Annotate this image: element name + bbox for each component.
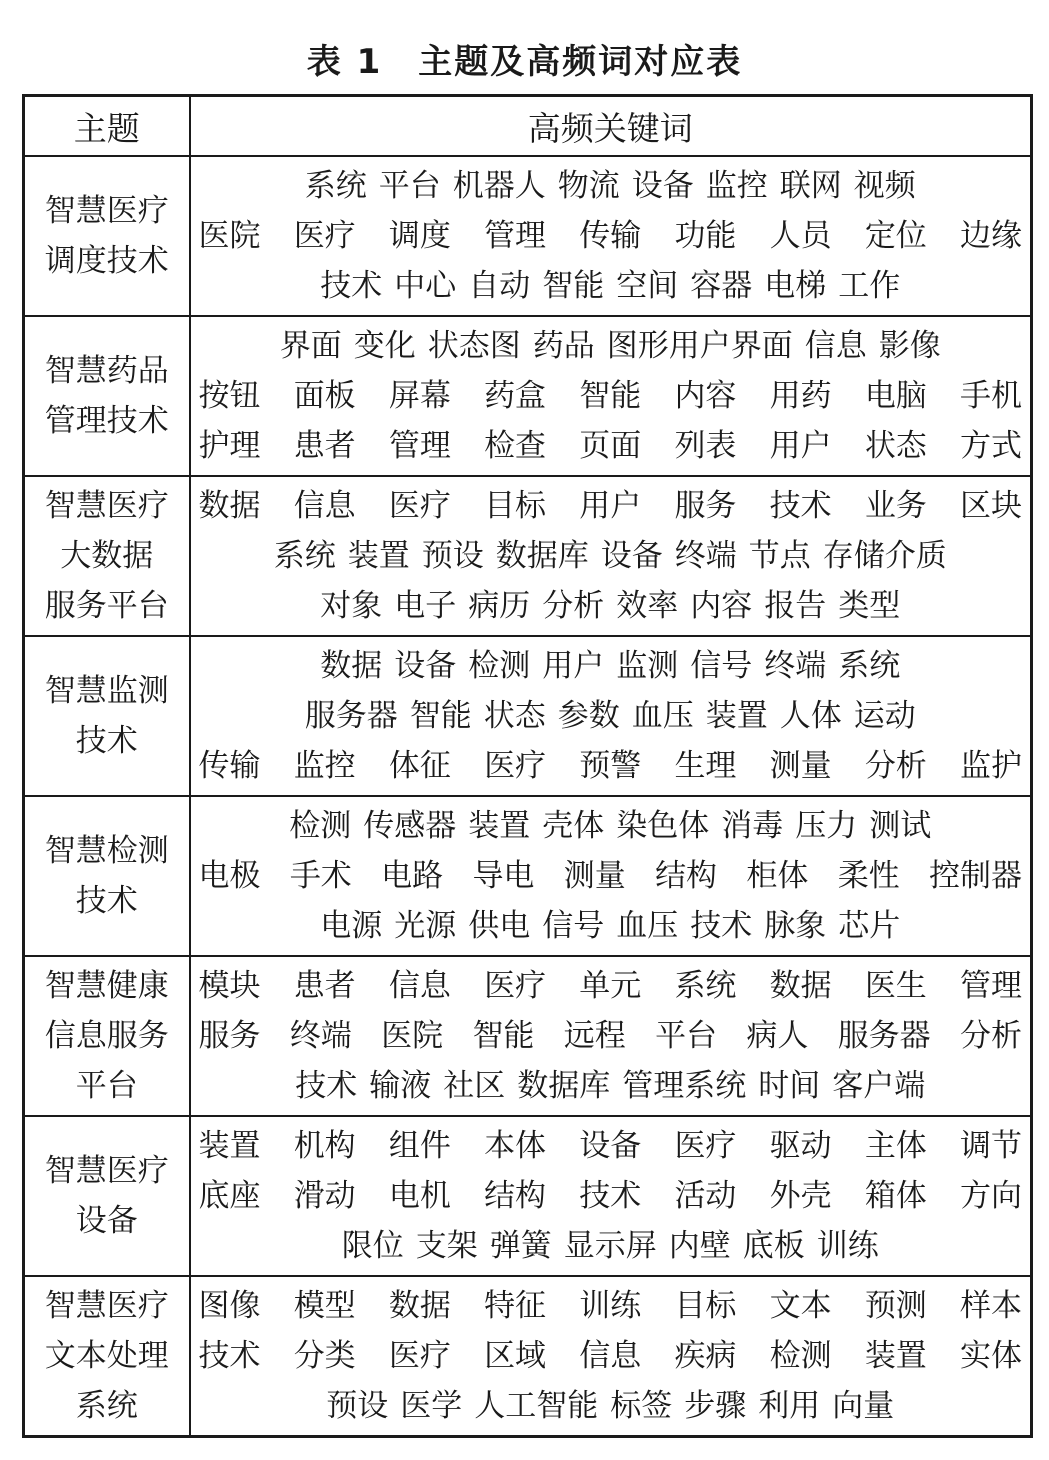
keyword: 预设 (421, 538, 484, 574)
keyword: 服务器 (304, 698, 398, 734)
keyword: 疾病 (674, 1338, 737, 1374)
keyword: 客户端 (832, 1068, 926, 1104)
keyword: 传输 (579, 218, 642, 254)
keyword: 监测 (616, 648, 679, 684)
keyword: 中心 (394, 268, 457, 304)
keyword: 控制器 (929, 858, 1022, 894)
keyword: 文本 (769, 1288, 832, 1324)
keyword: 监控 (705, 168, 768, 204)
topic-cell (24, 476, 190, 636)
keyword: 管理 (960, 968, 1022, 1004)
keyword: 检查 (484, 428, 547, 464)
keyword: 设备 (394, 648, 457, 684)
topic-line: 信息服务 (44, 1018, 169, 1054)
keyword: 分析 (542, 588, 605, 624)
keyword: 人体 (779, 698, 842, 734)
table-row (24, 316, 1032, 476)
topic-line: 智慧医疗 (44, 193, 169, 229)
keyword: 功能 (674, 218, 737, 254)
keyword: 限位 (341, 1228, 404, 1264)
keyword: 医疗 (293, 218, 356, 254)
topic-cell (24, 1116, 190, 1276)
keyword: 信息 (579, 1338, 642, 1374)
keyword: 业务 (864, 488, 927, 524)
topic-line: 调度技术 (44, 243, 169, 279)
table-row (24, 956, 1032, 1116)
keyword-line (199, 421, 1023, 471)
keyword-line (199, 641, 1023, 691)
keyword: 检测 (769, 1338, 832, 1374)
topic-cell (24, 1276, 190, 1437)
keyword: 药品 (532, 328, 595, 364)
keyword: 屏幕 (388, 378, 451, 414)
keyword: 药盒 (484, 378, 547, 414)
keyword: 医生 (864, 968, 927, 1004)
keyword: 外壳 (769, 1178, 832, 1214)
keyword: 面板 (293, 378, 356, 414)
keyword: 光源 (394, 908, 457, 944)
topic-cell (24, 156, 190, 316)
keyword: 测量 (563, 858, 626, 894)
keyword: 智能 (472, 1018, 535, 1054)
keyword: 箱体 (864, 1178, 927, 1214)
topic-line: 设备 (75, 1203, 138, 1239)
keyword-line (199, 1331, 1023, 1381)
keyword: 训练 (816, 1228, 879, 1264)
topic-line: 技术 (75, 883, 138, 919)
keyword: 内容 (674, 378, 737, 414)
keyword: 报告 (764, 588, 827, 624)
keyword: 用户 (542, 648, 605, 684)
keyword: 装置 (864, 1338, 927, 1374)
keyword: 智能 (542, 268, 605, 304)
keyword: 智能 (409, 698, 472, 734)
keyword: 自动 (468, 268, 531, 304)
keyword: 服务器 (837, 1018, 931, 1054)
keyword: 医院 (381, 1018, 444, 1054)
keyword: 电路 (381, 858, 444, 894)
keyword: 系统 (674, 968, 737, 1004)
keyword: 染色体 (616, 808, 710, 844)
keyword: 列表 (674, 428, 737, 464)
keyword: 监控 (293, 748, 356, 784)
keywords-cell (190, 476, 1032, 636)
keyword: 参数 (557, 698, 620, 734)
keyword-line (199, 1171, 1023, 1221)
table-header-row (24, 96, 1032, 157)
keyword: 分析 (960, 1018, 1022, 1054)
table-title: 主题及高频词对应表 (418, 42, 743, 82)
keyword: 手术 (289, 858, 352, 894)
keyword-line (199, 481, 1023, 531)
keyword: 消毒 (721, 808, 784, 844)
keyword: 结构 (655, 858, 718, 894)
keyword: 物流 (557, 168, 620, 204)
keyword: 平台 (378, 168, 441, 204)
keyword: 技术 (295, 1068, 358, 1104)
topic-line: 服务平台 (44, 588, 169, 624)
keyword: 时间 (758, 1068, 821, 1104)
topic-cell (24, 316, 190, 476)
keyword: 用药 (769, 378, 832, 414)
topic-line: 智慧医疗 (44, 1153, 169, 1189)
keyword: 管理 (388, 428, 451, 464)
keyword: 预测 (864, 1288, 927, 1324)
keyword: 社区 (443, 1068, 506, 1104)
keyword: 数据 (320, 648, 383, 684)
keyword: 血压 (616, 908, 679, 944)
keyword: 病历 (468, 588, 531, 624)
keyword: 装置 (347, 538, 410, 574)
keyword: 定位 (864, 218, 927, 254)
keyword: 信息 (293, 488, 356, 524)
keyword: 患者 (293, 428, 356, 464)
keyword-line (199, 1381, 1023, 1431)
keyword: 工作 (838, 268, 901, 304)
keyword: 医疗 (484, 968, 547, 1004)
keyword: 脉象 (764, 908, 827, 944)
keyword: 生理 (674, 748, 737, 784)
topic-cell (24, 636, 190, 796)
table-number: 表 1 (306, 42, 383, 82)
keyword: 单元 (579, 968, 642, 1004)
keyword: 变化 (353, 328, 416, 364)
keyword: 体征 (388, 748, 451, 784)
keyword: 电机 (388, 1178, 451, 1214)
keyword: 类型 (838, 588, 901, 624)
keyword: 压力 (795, 808, 858, 844)
keyword: 组件 (388, 1128, 451, 1164)
keyword-line (199, 1011, 1023, 1061)
keyword: 信号 (542, 908, 605, 944)
keyword-line (199, 161, 1023, 211)
keyword: 状态 (864, 428, 927, 464)
keyword-line (199, 531, 1023, 581)
keyword: 特征 (484, 1288, 547, 1324)
keyword: 设备 (579, 1128, 642, 1164)
keyword: 数据 (198, 488, 261, 524)
keyword: 目标 (674, 1288, 737, 1324)
keyword-line (199, 581, 1023, 631)
keyword: 调节 (960, 1128, 1022, 1164)
keywords-cell (190, 316, 1032, 476)
keywords-cell (190, 1276, 1032, 1437)
keyword: 利用 (758, 1388, 821, 1424)
keyword-line (199, 741, 1023, 791)
keyword: 输液 (369, 1068, 432, 1104)
header-keywords: 高频关键词 (190, 96, 1032, 157)
keyword: 医疗 (388, 1338, 451, 1374)
keyword-line (199, 801, 1023, 851)
keyword: 电脑 (864, 378, 927, 414)
keyword: 技术 (690, 908, 753, 944)
header-topic: 主题 (24, 96, 190, 157)
topic-line: 技术 (75, 723, 138, 759)
keyword: 空间 (616, 268, 679, 304)
keyword-line (199, 371, 1023, 421)
keyword: 系统 (304, 168, 367, 204)
keyword: 智能 (579, 378, 642, 414)
keyword: 调度 (388, 218, 451, 254)
keyword: 系统 (273, 538, 336, 574)
keyword: 模块 (198, 968, 261, 1004)
keyword: 机器人 (452, 168, 546, 204)
keyword-line (199, 1121, 1023, 1171)
keyword: 护理 (198, 428, 261, 464)
keyword: 电梯 (764, 268, 827, 304)
keyword: 终端 (289, 1018, 352, 1054)
topic-line: 智慧健康 (44, 968, 169, 1004)
keyword: 患者 (293, 968, 356, 1004)
keyword: 信息 (804, 328, 867, 364)
keyword-line (199, 1221, 1023, 1271)
keyword: 电源 (320, 908, 383, 944)
keyword: 图形用户界面 (606, 328, 793, 364)
keywords-cell (190, 796, 1032, 956)
topic-line: 智慧医疗 (44, 1288, 169, 1324)
keyword: 装置 (705, 698, 768, 734)
keyword: 检测 (468, 648, 531, 684)
table-row (24, 476, 1032, 636)
keyword: 方向 (960, 1178, 1022, 1214)
keyword: 电子 (394, 588, 457, 624)
keyword: 技术 (579, 1178, 642, 1214)
keyword: 柜体 (746, 858, 809, 894)
keyword: 装置 (468, 808, 531, 844)
table-row (24, 1276, 1032, 1437)
keyword: 区域 (484, 1338, 547, 1374)
keyword: 电极 (198, 858, 261, 894)
keyword: 边缘 (960, 218, 1022, 254)
keyword: 界面 (279, 328, 342, 364)
keyword: 训练 (579, 1288, 642, 1324)
keywords-cell (190, 636, 1032, 796)
keyword: 存储介质 (822, 538, 947, 574)
keyword: 图像 (198, 1288, 261, 1324)
keyword: 医学 (400, 1388, 463, 1424)
keyword: 终端 (674, 538, 737, 574)
keyword-line (199, 261, 1023, 311)
topic-line: 系统 (75, 1388, 138, 1424)
keyword: 本体 (484, 1128, 547, 1164)
keyword: 装置 (198, 1128, 261, 1164)
keyword: 服务 (674, 488, 737, 524)
keyword: 区块 (960, 488, 1022, 524)
keyword: 壳体 (542, 808, 605, 844)
topic-line: 管理技术 (44, 403, 169, 439)
keyword: 管理 (484, 218, 547, 254)
keyword-line (199, 851, 1023, 901)
keyword: 内容 (690, 588, 753, 624)
keyword: 底板 (742, 1228, 805, 1264)
keyword: 测量 (769, 748, 832, 784)
keyword: 弹簧 (489, 1228, 552, 1264)
topic-line: 平台 (75, 1068, 138, 1104)
keyword: 活动 (674, 1178, 737, 1214)
keywords-cell (190, 956, 1032, 1116)
keyword: 手机 (960, 378, 1022, 414)
keyword: 医院 (198, 218, 261, 254)
keyword: 供电 (468, 908, 531, 944)
keyword: 信息 (388, 968, 451, 1004)
keyword: 标签 (610, 1388, 673, 1424)
keyword-line (199, 901, 1023, 951)
topic-line: 智慧医疗 (44, 488, 169, 524)
keyword: 向量 (832, 1388, 895, 1424)
keyword: 终端 (764, 648, 827, 684)
keyword: 技术 (769, 488, 832, 524)
keyword: 测试 (869, 808, 932, 844)
keyword: 容器 (690, 268, 753, 304)
keyword: 系统 (838, 648, 901, 684)
keyword: 运动 (853, 698, 916, 734)
keyword: 底座 (198, 1178, 261, 1214)
keyword: 技术 (198, 1338, 261, 1374)
keyword-line (199, 321, 1023, 371)
keyword-line (199, 961, 1023, 1011)
topic-cell (24, 956, 190, 1116)
keyword: 数据库 (495, 538, 589, 574)
keyword: 目标 (484, 488, 547, 524)
keyword: 结构 (484, 1178, 547, 1214)
keyword: 用户 (769, 428, 832, 464)
keyword: 数据 (769, 968, 832, 1004)
table-row (24, 156, 1032, 316)
keyword-line (199, 1281, 1023, 1331)
keyword: 主体 (864, 1128, 927, 1164)
keyword: 血压 (631, 698, 694, 734)
keyword: 芯片 (838, 908, 901, 944)
table-caption (0, 34, 1049, 83)
keyword: 信号 (690, 648, 753, 684)
keyword: 效率 (616, 588, 679, 624)
keyword: 数据库 (517, 1068, 611, 1104)
keyword: 驱动 (769, 1128, 832, 1164)
keyword: 医疗 (484, 748, 547, 784)
keyword: 分析 (864, 748, 927, 784)
keywords-cell (190, 1116, 1032, 1276)
keyword: 状态图 (427, 328, 521, 364)
table-row (24, 796, 1032, 956)
topic-cell (24, 796, 190, 956)
keyword: 远程 (563, 1018, 626, 1054)
keyword: 对象 (320, 588, 383, 624)
keyword: 实体 (960, 1338, 1022, 1374)
keyword-line (199, 1061, 1023, 1111)
keyword: 传感器 (363, 808, 457, 844)
topic-line: 智慧药品 (44, 353, 169, 389)
keyword: 内壁 (668, 1228, 731, 1264)
keyword: 设备 (631, 168, 694, 204)
table-row (24, 1116, 1032, 1276)
keyword: 检测 (289, 808, 352, 844)
keyword: 预警 (579, 748, 642, 784)
keyword-line (199, 691, 1023, 741)
keyword: 管理系统 (622, 1068, 747, 1104)
topic-line: 文本处理 (44, 1338, 169, 1374)
keyword: 传输 (198, 748, 261, 784)
keyword: 节点 (748, 538, 811, 574)
keyword: 人员 (769, 218, 832, 254)
keyword: 支架 (415, 1228, 478, 1264)
keyword: 页面 (579, 428, 642, 464)
keyword: 显示屏 (563, 1228, 657, 1264)
keyword-line (199, 211, 1023, 261)
keyword: 用户 (579, 488, 642, 524)
keyword: 数据 (388, 1288, 451, 1324)
topic-line: 智慧检测 (44, 833, 169, 869)
keyword: 导电 (472, 858, 535, 894)
keyword: 医疗 (388, 488, 451, 524)
keyword: 联网 (779, 168, 842, 204)
keyword: 滑动 (293, 1178, 356, 1214)
keyword: 医疗 (674, 1128, 737, 1164)
keyword: 模型 (293, 1288, 356, 1324)
keyword: 视频 (853, 168, 916, 204)
keyword: 监护 (960, 748, 1022, 784)
keyword: 技术 (320, 268, 383, 304)
keyword: 机构 (293, 1128, 356, 1164)
keyword: 服务 (198, 1018, 261, 1054)
table-row (24, 636, 1032, 796)
keyword: 预设 (326, 1388, 389, 1424)
topic-line: 智慧监测 (44, 673, 169, 709)
topic-line: 大数据 (60, 538, 154, 574)
keyword: 方式 (960, 428, 1022, 464)
keyword: 步骤 (684, 1388, 747, 1424)
keyword: 分类 (293, 1338, 356, 1374)
keyword: 病人 (746, 1018, 809, 1054)
keywords-cell (190, 156, 1032, 316)
keyword: 按钮 (198, 378, 261, 414)
keyword: 平台 (655, 1018, 718, 1054)
keyword: 设备 (600, 538, 663, 574)
keyword: 柔性 (837, 858, 900, 894)
topic-keyword-table (22, 94, 1033, 1438)
keyword: 状态 (483, 698, 546, 734)
keyword: 影像 (878, 328, 941, 364)
keyword: 人工智能 (474, 1388, 599, 1424)
keyword: 样本 (960, 1288, 1022, 1324)
